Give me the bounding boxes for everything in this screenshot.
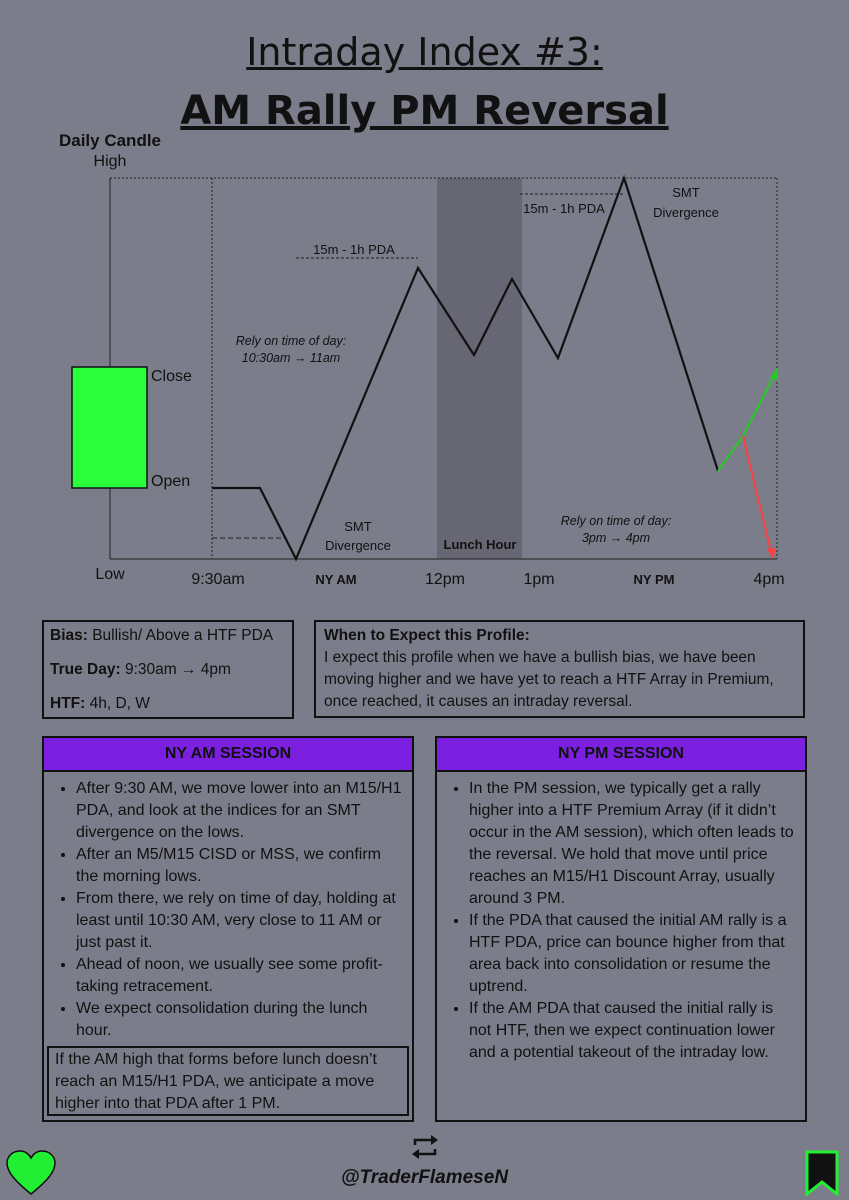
pm-bullet: • If the AM PDA that caused the initial rally is not HTF, then we expect continuation lower and a potential takeout of the intraday low. [469,998,797,1064]
htf-value: 4h, D, W [85,695,150,712]
bias-value: Bullish/ Above a HTF PDA [87,627,274,644]
title-line-1: Intraday Index #3: [246,30,603,74]
x-label-4pm: 4pm [753,571,785,588]
trueday-line [50,659,231,681]
tod-am-label-2: 10:30am → 11am [241,351,341,365]
x-label-nypm: NY PM [633,572,675,587]
pda-am-label: 15m - 1h PDA [313,242,395,257]
tod-am-label-1: Rely on time of day: [235,334,347,348]
lunch-hour-label: Lunch Hour [443,537,517,552]
tod-pm-label-2: 3pm → 4pm [581,531,651,545]
pm-session-body [435,770,807,1122]
htf-label: HTF: [50,695,86,712]
expect-box [314,620,805,718]
pm-bullet: • In the PM session, we typically get a rally higher into a HTF Premium Array (if it didn’t occur in the AM session), which often leads to the reversal. We hold that move until price reaches an M15/H1 Discount Array, usually around 3 PM. [469,778,797,910]
am-note-box: If the AM high that forms before lunch doesn’t reach an M15/H1 PDA, we anticipate a move higher into that PDA after 1 PM. [47,1046,409,1116]
x-label-12pm: 12pm [424,571,466,588]
lunch-hour-shade [437,178,522,559]
am-bullet: • After an M5/M15 CISD or MSS, we confirm the morning lows. [76,844,404,888]
repost-icon[interactable] [409,1131,441,1163]
am-bullet: • From there, we rely on time of day, holding at least until 10:30 AM, very close to 11 AM or just past it. [76,888,404,954]
am-bullet: • Ahead of noon, we usually see some profit-taking retracement. [76,954,404,998]
bias-line [50,625,273,647]
expect-body: I expect this profile when we have a bullish bias, we have been moving higher and we have yet to reach a HTF Array in Premium, once reached, it causes an intraday reversal. [324,649,774,710]
smt-top-label-2: Divergence [653,205,719,220]
author-handle: @TraderFlameseN [340,1167,509,1188]
daily-candle-body [72,367,147,488]
pm-bullet-list [437,778,805,1064]
label-high: High [93,153,127,170]
bias-label: Bias: [50,627,88,644]
pm-bullet: • If the PDA that caused the initial AM rally is a HTF PDA, price can bounce higher from that area back into consolidation or resume the uptrend. [469,910,797,998]
x-label-1pm: 1pm [523,571,555,588]
x-label-nyam: NY AM [315,572,357,587]
am-bullet-list [44,778,412,1042]
smt-bottom-label-2: Divergence [325,538,391,553]
smt-top-label-1: SMT [672,185,700,200]
label-low: Low [95,566,125,583]
expect-title: When to Expect this Profile: [324,627,530,644]
trueday-value: 9:30am → 4pm [120,661,231,678]
candle-heading: Daily Candle [58,131,162,150]
x-label-930: 9:30am [191,571,245,588]
htf-line [50,693,150,715]
smt-bottom-label-1: SMT [344,519,372,534]
red-arrowhead [767,548,776,559]
pda-pm-label: 15m - 1h PDA [523,201,605,216]
am-bullet: • After 9:30 AM, we move lower into an M15/H1 PDA, and look at the indices for an SMT divergence on the lows. [76,778,404,844]
trueday-label: True Day: [50,661,121,678]
info-box [42,620,294,719]
tod-pm-label-1: Rely on time of day: [560,514,672,528]
pm-session-header: NY PM SESSION [435,736,807,772]
am-session-header: NY AM SESSION [42,736,414,772]
red-reversal-line [743,436,772,556]
label-open: Open [151,473,191,490]
am-bullet: • We expect consolidation during the lunch hour. [76,998,404,1042]
title-line-2: AM Rally PM Reversal [180,88,669,134]
green-arrowhead [770,368,778,380]
label-close: Close [151,368,192,385]
